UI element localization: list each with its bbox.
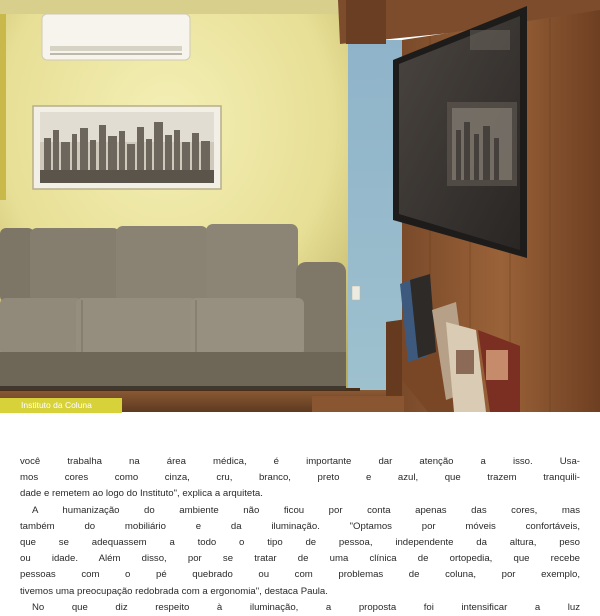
grey-sofa [0, 224, 346, 390]
ceiling [0, 0, 370, 14]
article-line: A humanização do ambiente não ficou por conta apenas das cores, mas [32, 504, 580, 516]
left-wall-edge [0, 0, 6, 200]
article-line: ou idade. Além disso, por se tratar de uma clínica de ortopedia, que recebe [20, 553, 580, 565]
photo-caption: Instituto da Coluna [21, 400, 92, 410]
wall-outlet [352, 286, 360, 300]
article-line: você trabalha na área médica, é importante dar atenção a isso. Usa- [20, 456, 580, 467]
article-line: também do mobiliário e da iluminação. "Optamos por móveis confortáveis, [20, 520, 580, 532]
article-line: pessoas com o pé quebrado ou com problemas de coluna, por exemplo, [20, 569, 580, 581]
framed-city-picture [33, 106, 221, 189]
article-line: No que diz respeito à iluminação, a proposta foi intensificar a luz [32, 601, 580, 613]
article-line: que se adequassem a todo o tipo de pessoa, independente da altura, peso [20, 537, 580, 549]
air-conditioner [42, 14, 190, 60]
article-line: dade e remetem ao logo do Instituto", explica a arquiteta. [20, 488, 263, 500]
wood-ledge [312, 396, 404, 412]
article-body [20, 454, 580, 616]
article-line: tivemos uma preocupação redobrada com a ergonomia", destaca Paula. [20, 585, 328, 597]
article-line: mos cores como cinza, cru, branco, preto e azul, que trazem tranquili- [20, 472, 580, 484]
